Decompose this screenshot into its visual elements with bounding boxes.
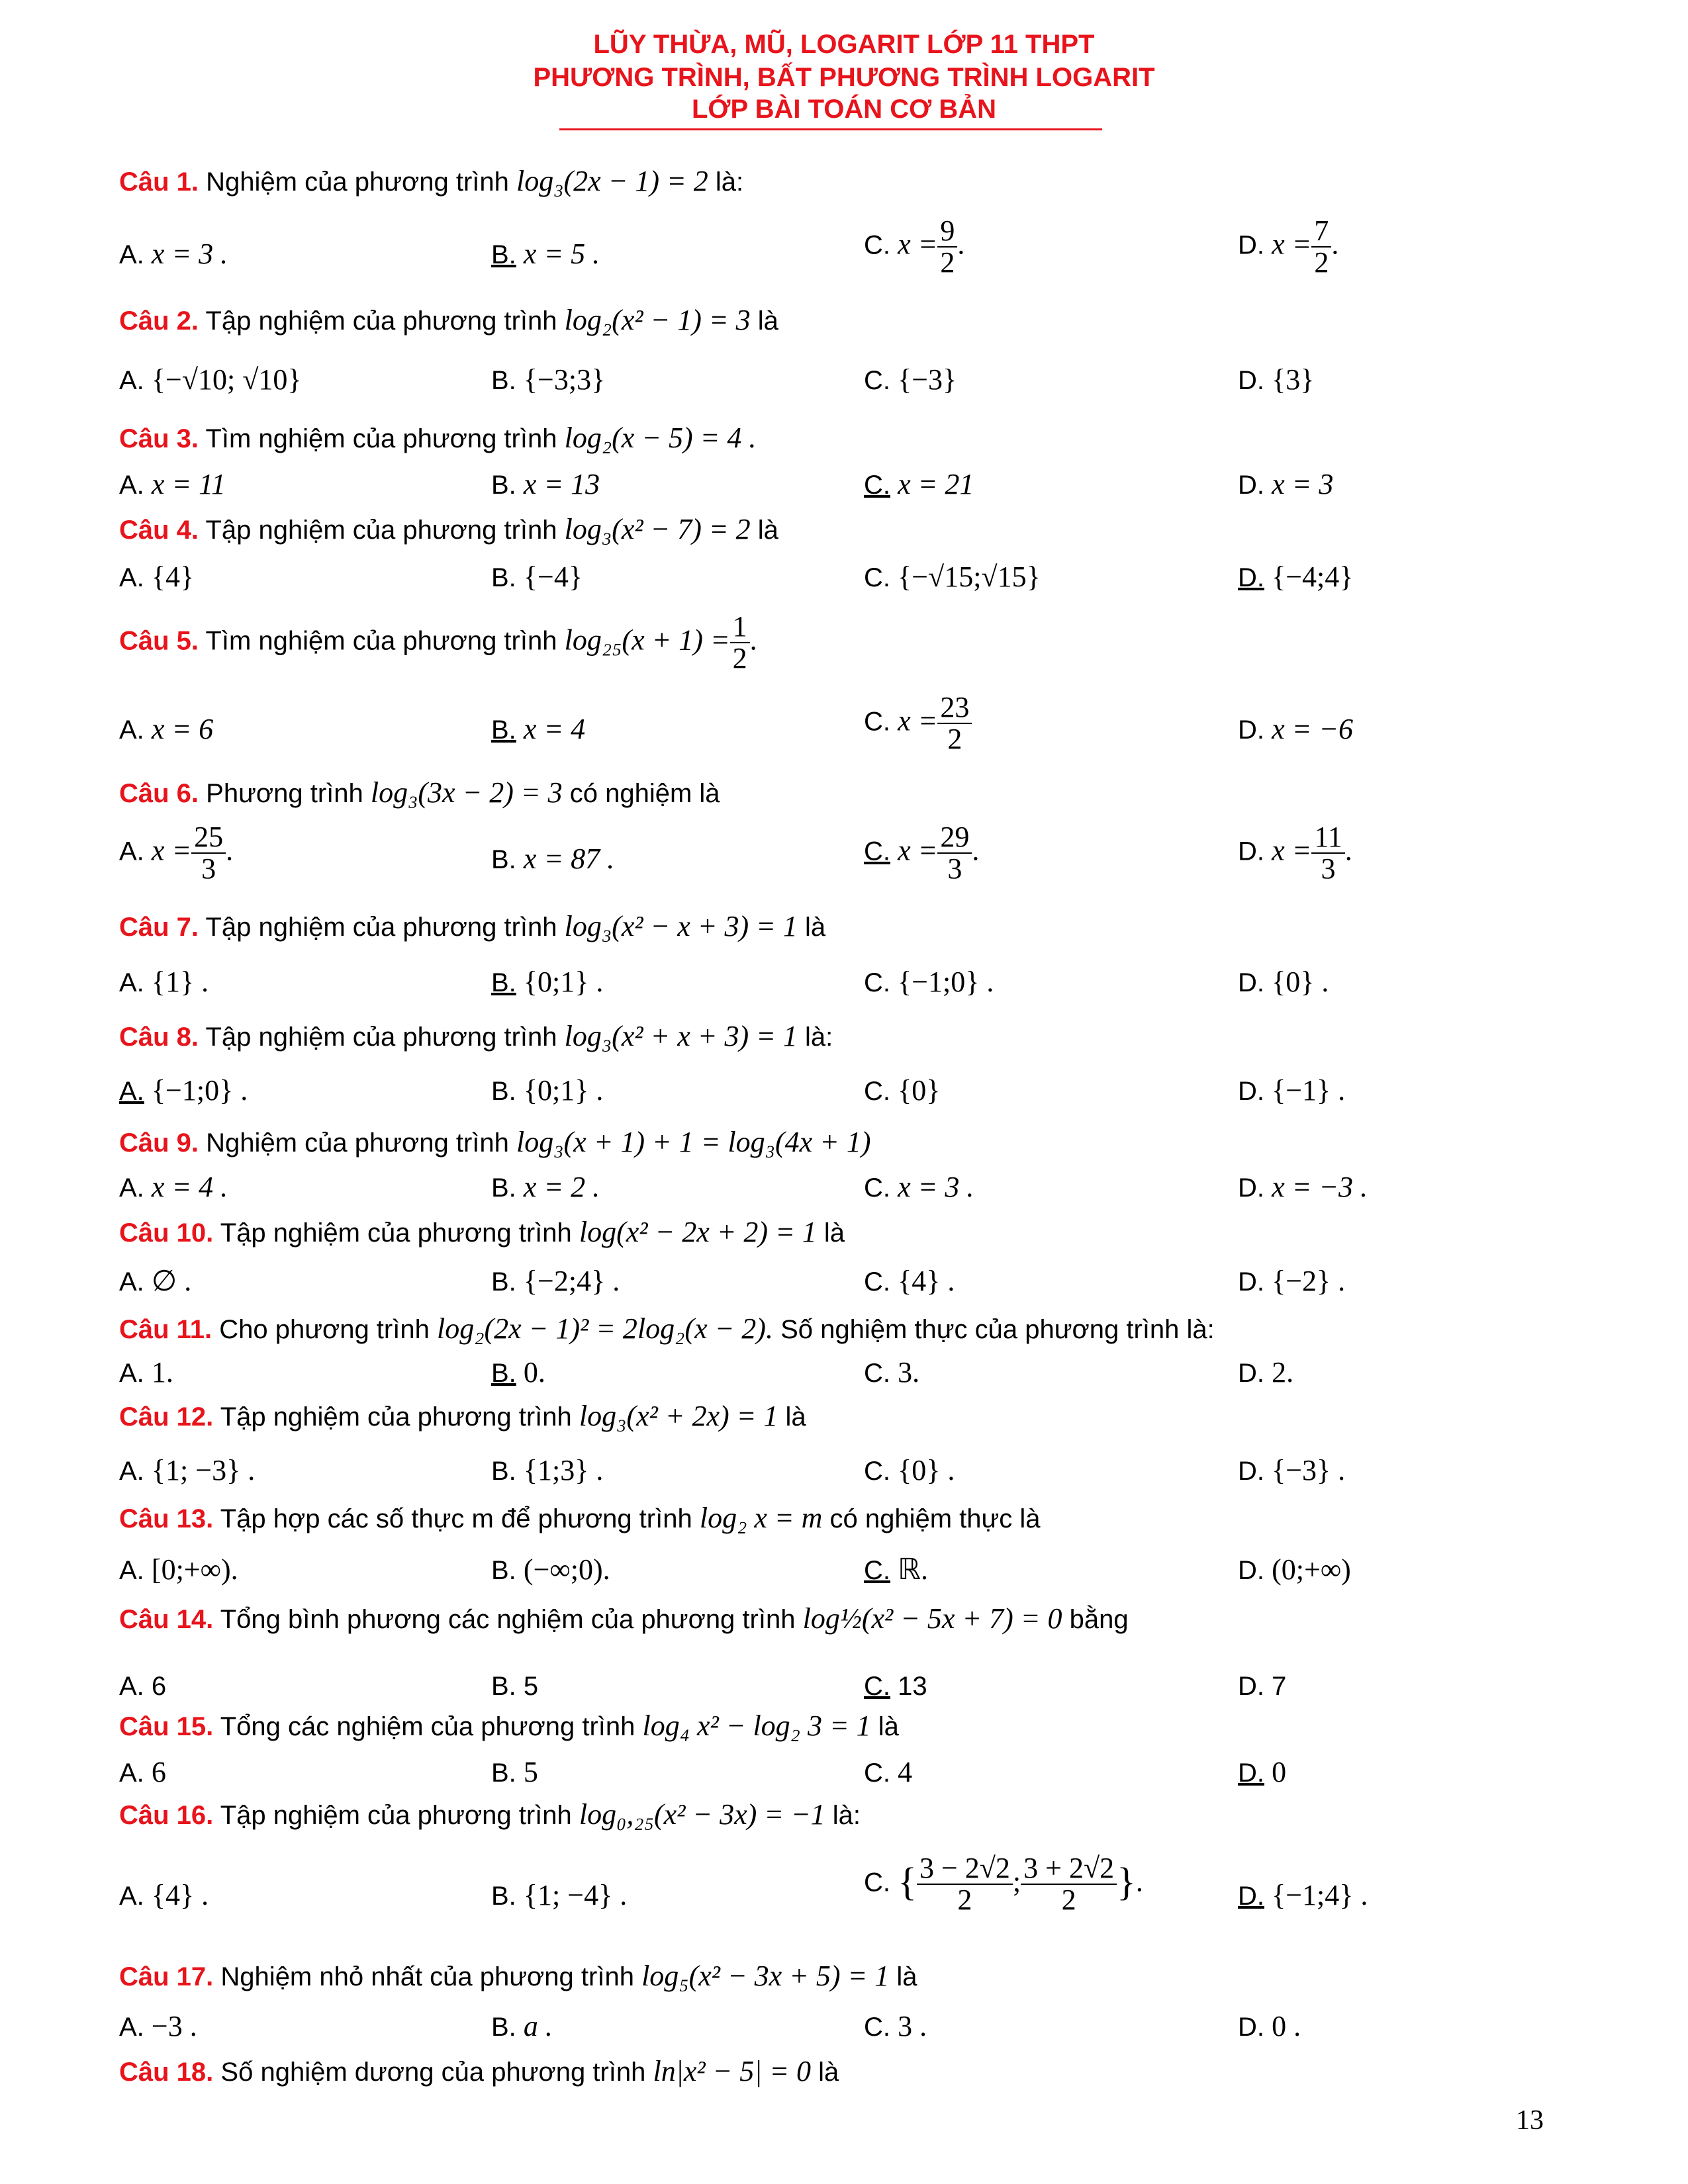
option-b: B. x = 4 bbox=[491, 713, 586, 745]
fraction: $\frac{3 + 2√2}{2}$ bbox=[1021, 1853, 1117, 1915]
header-title-line-1: LŨY THỪA, MŨ, LOGARIT LỚP 11 THPT bbox=[593, 30, 1095, 59]
option-a: A. {1; −3} . bbox=[119, 1454, 256, 1486]
header-underline bbox=[559, 128, 1102, 130]
question-label: Câu 12. bbox=[119, 1402, 214, 1432]
question-label: Câu 10. bbox=[119, 1218, 214, 1248]
question-text: Tập nghiệm của phương trình bbox=[205, 913, 557, 942]
option-d: D. x = −3 . bbox=[1238, 1171, 1368, 1203]
option-c: C. x = $\frac{23}{2}$ bbox=[864, 692, 972, 754]
option-d: D. 2. bbox=[1238, 1356, 1294, 1388]
option-c: C. {4} . bbox=[864, 1265, 955, 1297]
option-b: B. a . bbox=[491, 2010, 553, 2042]
question-tail: bằng bbox=[1069, 1605, 1129, 1634]
question-9 bbox=[119, 1125, 870, 1159]
question-label: Câu 1. bbox=[119, 167, 199, 197]
question-text: Tổng bình phương các nghiệm của phương trình bbox=[220, 1605, 796, 1634]
question-4 bbox=[119, 512, 778, 546]
option-d: D. {−1;4} . bbox=[1238, 1879, 1368, 1911]
option-b: B. {1; −4} . bbox=[491, 1879, 628, 1911]
question-6 bbox=[119, 776, 720, 809]
option-a: A. x = 4 . bbox=[119, 1171, 228, 1203]
question-text: Tập nghiệm của phương trình bbox=[205, 306, 557, 336]
header-title-line-2: PHƯƠNG TRÌNH, BẤT PHƯƠNG TRÌNH LOGARIT bbox=[533, 63, 1155, 92]
option-b: B. 5 bbox=[491, 1756, 538, 1788]
question-equation: log₅(x² − 3x + 5) = 1 bbox=[641, 1960, 890, 1992]
question-13 bbox=[119, 1501, 1041, 1535]
option-b: B. x = 2 . bbox=[491, 1171, 600, 1203]
fraction: $\frac{11}{3}$ bbox=[1311, 822, 1344, 884]
question-18 bbox=[119, 2054, 839, 2088]
option-d: D. x = 3 bbox=[1238, 468, 1334, 500]
question-text: Nghiệm của phương trình bbox=[206, 167, 509, 197]
option-a: A. 6 bbox=[119, 1672, 167, 1701]
question-16 bbox=[119, 1797, 861, 1831]
header-title-line-3: LỚP BÀI TOÁN CƠ BẢN bbox=[691, 95, 997, 124]
option-b: B. {1;3} . bbox=[491, 1454, 604, 1486]
option-a: A. x = 11 bbox=[119, 468, 226, 500]
question-equation: log₃(x + 1) + 1 = log₃(4x + 1) bbox=[516, 1126, 871, 1158]
question-text: Tập nghiệm của phương trình bbox=[220, 1801, 572, 1830]
question-equation: log½(x² − 5x + 7) = 0 bbox=[802, 1602, 1062, 1635]
option-c: C. 3 . bbox=[864, 2010, 927, 2042]
question-14 bbox=[119, 1602, 1129, 1635]
fraction: $\frac{25}{3}$ bbox=[191, 822, 226, 884]
question-8 bbox=[119, 1019, 833, 1053]
question-equation: log₂₅(x + 1) = bbox=[564, 623, 730, 657]
question-text: Tìm nghiệm của phương trình bbox=[205, 626, 557, 656]
question-text: Tập nghiệm của phương trình bbox=[220, 1218, 572, 1248]
question-tail: là bbox=[785, 1402, 806, 1432]
question-tail: có nghiệm thực là bbox=[829, 1504, 1041, 1533]
option-d: D. {3} bbox=[1238, 363, 1315, 396]
option-a: A. 6 bbox=[119, 1756, 166, 1788]
fraction: $\frac{3 - 2√2}{2}$ bbox=[917, 1853, 1013, 1915]
question-text: Phương trình bbox=[206, 779, 363, 808]
question-text: Tập nghiệm của phương trình bbox=[205, 1023, 557, 1052]
option-d: D. 0 . bbox=[1238, 2010, 1301, 2042]
option-c: C. {−3} bbox=[864, 363, 957, 396]
question-3 bbox=[119, 421, 756, 455]
fraction: $\frac{29}{3}$ bbox=[937, 822, 972, 884]
option-d: D. (0;+∞) bbox=[1238, 1553, 1351, 1586]
option-c: C. x = $\frac{29}{3}$ . bbox=[864, 821, 980, 885]
option-c: C. 4 bbox=[864, 1756, 913, 1788]
question-tail: là: bbox=[804, 1023, 833, 1052]
question-tail: là bbox=[757, 516, 778, 545]
question-label: Câu 7. bbox=[119, 913, 199, 942]
question-equation: log₂(x − 5) = 4 . bbox=[564, 422, 757, 454]
question-label: Câu 14. bbox=[119, 1605, 214, 1634]
option-a: A. {−1;0} . bbox=[119, 1074, 248, 1107]
option-b: B. {0;1} . bbox=[491, 1074, 604, 1107]
option-c: C. 13 bbox=[864, 1672, 927, 1701]
question-tail: là bbox=[818, 2058, 839, 2087]
question-10 bbox=[119, 1215, 845, 1249]
question-text: Tổng các nghiệm của phương trình bbox=[220, 1712, 635, 1741]
option-a: A. [0;+∞). bbox=[119, 1553, 238, 1586]
question-text: Tập nghiệm của phương trình bbox=[220, 1402, 572, 1432]
question-17 bbox=[119, 1959, 917, 1993]
option-a: A. {1} . bbox=[119, 966, 209, 998]
question-15 bbox=[119, 1709, 899, 1743]
question-equation: log₂(2x − 1)² = 2log₂(x − 2). bbox=[436, 1312, 773, 1345]
option-d: D. x = $\frac{11}{3}$ . bbox=[1238, 821, 1352, 885]
question-equation: ln|x² − 5| = 0 bbox=[653, 2055, 812, 2087]
question-11 bbox=[119, 1312, 1215, 1345]
option-d: D. {−4;4} bbox=[1238, 561, 1354, 593]
question-tail: Số nghiệm thực của phương trình là: bbox=[780, 1315, 1215, 1344]
question-label: Câu 4. bbox=[119, 516, 199, 545]
option-c: C. x = 21 bbox=[864, 468, 974, 500]
question-label: Câu 6. bbox=[119, 779, 199, 808]
option-d: D. {−1} . bbox=[1238, 1074, 1346, 1107]
option-c: C. { $\frac{3 - 2√2}{2}$ ; $\frac{3 + 2√2}{2}$ }. bbox=[864, 1852, 1143, 1916]
question-label: Câu 3. bbox=[119, 424, 199, 453]
option-d: D. {−2} . bbox=[1238, 1265, 1346, 1297]
option-b: B. (−∞;0). bbox=[491, 1553, 610, 1586]
question-equation: log₃(3x − 2) = 3 bbox=[370, 776, 563, 809]
option-c: C. {0} bbox=[864, 1074, 941, 1107]
option-c: C. x = $\frac{9}{2}$ . bbox=[864, 214, 965, 279]
question-equation: log₃(2x − 1) = 2 bbox=[516, 165, 708, 197]
question-text: Nghiệm nhỏ nhất của phương trình bbox=[220, 1962, 634, 1991]
question-equation: log₂ x = m bbox=[699, 1502, 823, 1534]
question-equation: log₃(x² − x + 3) = 1 bbox=[564, 910, 798, 942]
question-text: Tập nghiệm của phương trình bbox=[205, 516, 557, 545]
question-text: Nghiệm của phương trình bbox=[206, 1128, 509, 1158]
option-b: B. x = 87 . bbox=[491, 842, 615, 875]
option-b: B. x = 5 . bbox=[491, 238, 600, 270]
question-tail: là bbox=[757, 306, 778, 336]
question-equation: log₃(x² − 7) = 2 bbox=[564, 513, 751, 545]
question-2 bbox=[119, 303, 778, 337]
question-label: Câu 5. bbox=[119, 626, 199, 656]
question-label: Câu 16. bbox=[119, 1801, 214, 1830]
option-a: A. x = 3 . bbox=[119, 238, 228, 270]
option-d: D. x = −6 bbox=[1238, 713, 1354, 745]
option-c: C. {0} . bbox=[864, 1454, 955, 1486]
question-equation: log₃(x² + 2x) = 1 bbox=[579, 1400, 778, 1432]
option-b: B. 5 bbox=[491, 1672, 539, 1701]
question-equation: log₄ x² − log₂ 3 = 1 bbox=[642, 1709, 871, 1742]
option-b: B. x = 13 bbox=[491, 468, 600, 500]
option-d: D. x = $\frac{7}{2}$ . bbox=[1238, 214, 1339, 279]
fraction: $\frac{7}{2}$ bbox=[1311, 216, 1331, 278]
question-label: Câu 13. bbox=[119, 1504, 214, 1533]
question-12 bbox=[119, 1399, 806, 1433]
question-text: Số nghiệm dương của phương trình bbox=[220, 2058, 646, 2087]
option-d: D. {0} . bbox=[1238, 966, 1329, 998]
question-tail: là bbox=[878, 1712, 899, 1741]
question-label: Câu 2. bbox=[119, 306, 199, 336]
fraction: $\frac{23}{2}$ bbox=[937, 692, 972, 754]
option-a: A. 1. bbox=[119, 1356, 173, 1388]
question-label: Câu 15. bbox=[119, 1712, 214, 1741]
question-equation: log₂(x² − 1) = 3 bbox=[564, 304, 751, 336]
question-equation: log(x² − 2x + 2) = 1 bbox=[579, 1216, 817, 1248]
question-equation: log₃(x² + x + 3) = 1 bbox=[564, 1020, 798, 1052]
option-b: B. {−4} bbox=[491, 561, 583, 593]
option-c: C. {−√15;√15} bbox=[864, 561, 1041, 593]
question-tail: là bbox=[804, 913, 826, 942]
option-a: A. x = $\frac{25}{3}$ . bbox=[119, 821, 234, 885]
option-c: C. ℝ. bbox=[864, 1553, 928, 1586]
option-b: B. {−3;3} bbox=[491, 363, 606, 396]
page-number: 13 bbox=[1516, 2105, 1544, 2136]
question-label: Câu 8. bbox=[119, 1023, 199, 1052]
option-a: A. x = 6 bbox=[119, 713, 214, 745]
option-d: D. 7 bbox=[1238, 1672, 1287, 1701]
option-c: C. 3. bbox=[864, 1356, 920, 1388]
fraction: $\frac{1}{2}$ bbox=[730, 612, 750, 674]
option-c: C. {−1;0} . bbox=[864, 966, 994, 998]
question-label: Câu 18. bbox=[119, 2058, 214, 2087]
option-d: D. 0 bbox=[1238, 1756, 1287, 1788]
question-label: Câu 17. bbox=[119, 1962, 214, 1991]
question-equation: log₀,₂₅(x² − 3x) = −1 bbox=[579, 1798, 825, 1831]
option-a: A. {−√10; √10} bbox=[119, 363, 302, 396]
question-label: Câu 9. bbox=[119, 1128, 199, 1158]
question-5: Câu 5. Tìm nghiệm của phương trình log₂₅(x + 1) = $\frac{1}{2}$ . bbox=[119, 610, 757, 674]
option-b: B. 0. bbox=[491, 1356, 545, 1388]
option-b: B. {0;1} . bbox=[491, 966, 604, 998]
question-tail: là bbox=[896, 1962, 917, 1991]
option-a: A. ∅ . bbox=[119, 1265, 192, 1297]
question-1 bbox=[119, 164, 743, 198]
fraction: $\frac{9}{2}$ bbox=[937, 216, 957, 278]
question-tail: là bbox=[823, 1218, 845, 1248]
option-a: A. {4} bbox=[119, 561, 195, 593]
option-d: D. {−3} . bbox=[1238, 1454, 1346, 1486]
option-a: A. {4} . bbox=[119, 1879, 209, 1911]
question-label: Câu 11. bbox=[119, 1315, 212, 1344]
option-b: B. {−2;4} . bbox=[491, 1265, 620, 1297]
question-tail: là: bbox=[715, 167, 744, 197]
question-7 bbox=[119, 909, 825, 943]
option-c: C. x = 3 . bbox=[864, 1171, 974, 1203]
option-a: A. −3 . bbox=[119, 2010, 197, 2042]
question-text: Tập hợp các số thực m để phương trình bbox=[220, 1504, 692, 1533]
question-tail: có nghiệm là bbox=[569, 779, 720, 808]
question-text: Cho phương trình bbox=[219, 1315, 430, 1344]
question-tail: là: bbox=[832, 1801, 861, 1830]
question-text: Tìm nghiệm của phương trình bbox=[205, 424, 557, 453]
